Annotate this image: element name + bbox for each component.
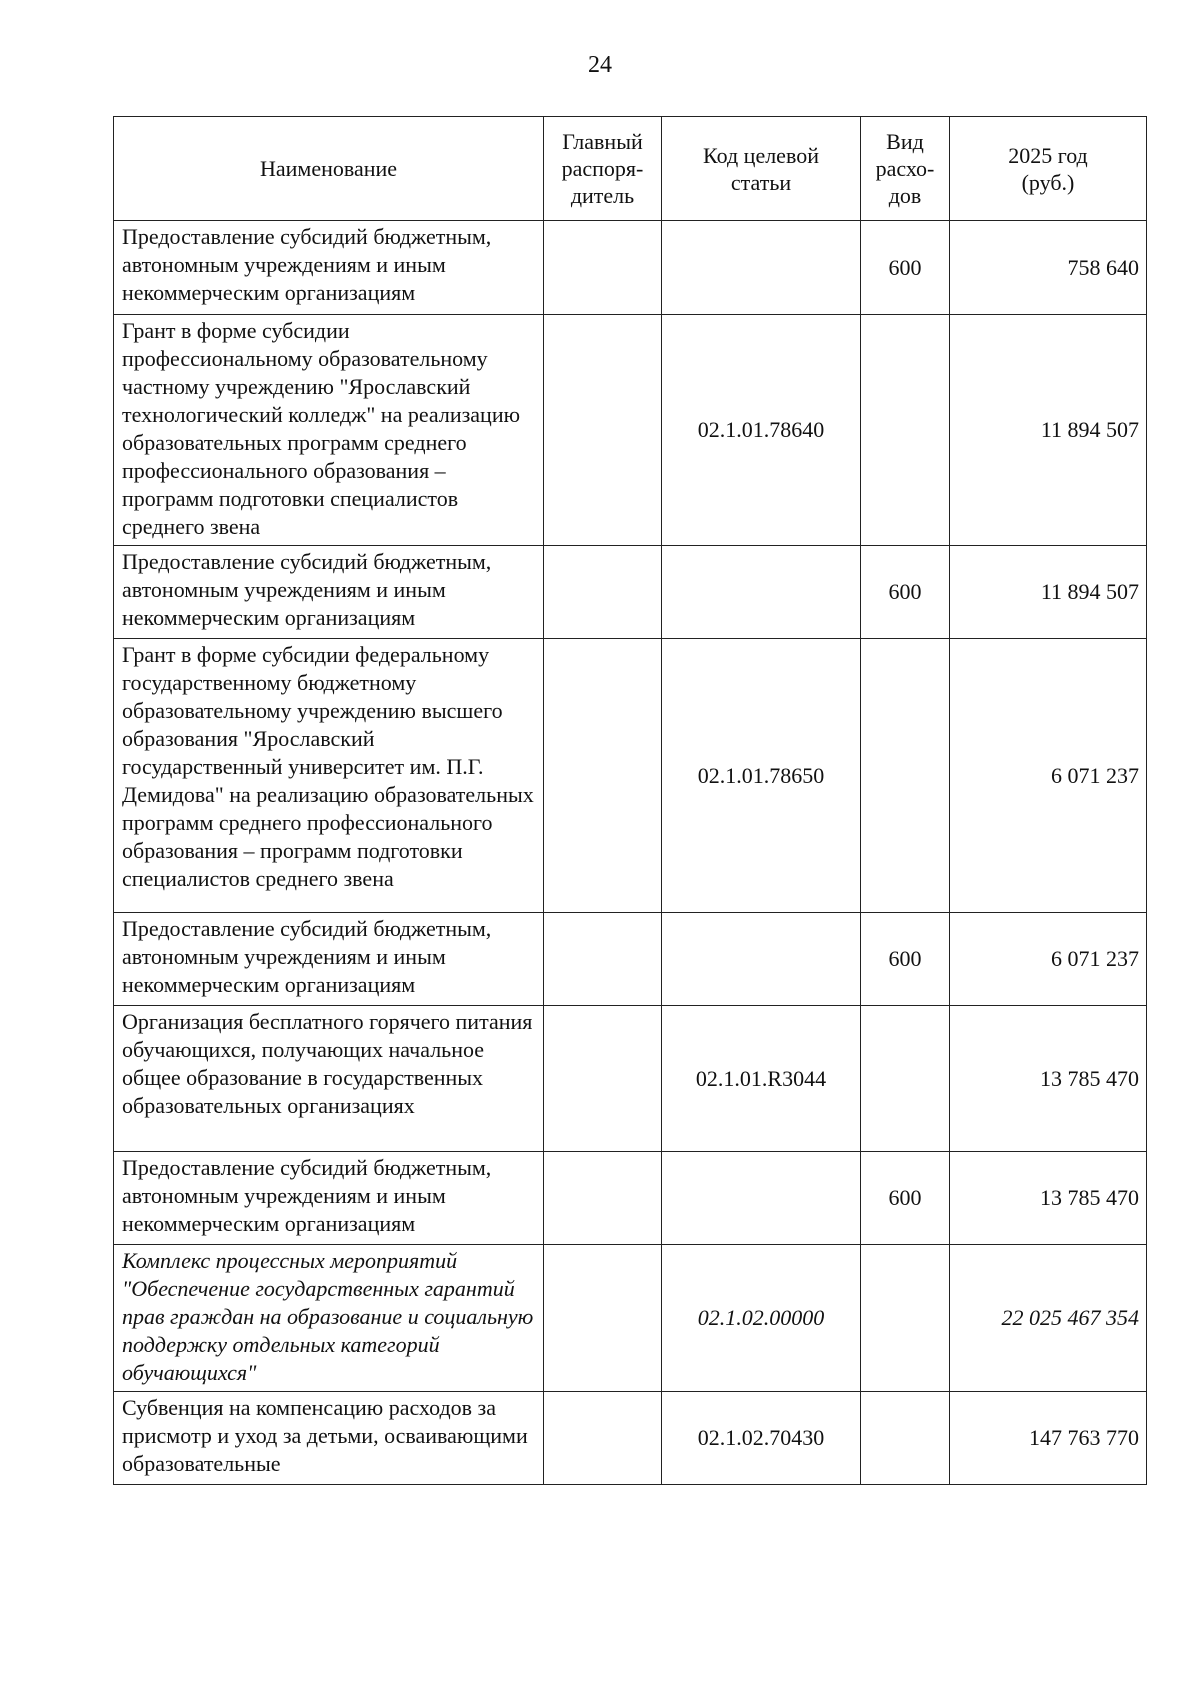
row-code <box>662 546 861 639</box>
row-vid <box>861 1006 950 1152</box>
row-code <box>662 221 861 315</box>
row-vid <box>861 1392 950 1485</box>
row-name: Предоставление субсидий бюджетным, автономным учреждениям и иным некоммерческим организациям <box>114 221 544 315</box>
row-vid: 600 <box>861 546 950 639</box>
header-name: Наименование <box>114 117 544 221</box>
table-row <box>114 639 1147 913</box>
row-name: Организация бесплатного горячего питания обучающихся, получающих начальное общее образование в государственных образовательных организациях <box>114 1006 544 1152</box>
row-glavny <box>544 1245 662 1392</box>
row-code: 02.1.01.78650 <box>662 639 861 913</box>
table-row <box>114 1245 1147 1392</box>
row-glavny <box>544 546 662 639</box>
row-glavny <box>544 1392 662 1485</box>
row-sum: 147 763 770 <box>950 1392 1147 1485</box>
row-vid: 600 <box>861 221 950 315</box>
row-vid <box>861 315 950 546</box>
table-header-row <box>114 117 1147 221</box>
row-name: Предоставление субсидий бюджетным, автономным учреждениям и иным некоммерческим организациям <box>114 546 544 639</box>
row-sum: 22 025 467 354 <box>950 1245 1147 1392</box>
row-glavny <box>544 1152 662 1245</box>
row-sum: 11 894 507 <box>950 546 1147 639</box>
row-name: Предоставление субсидий бюджетным, автономным учреждениям и иным некоммерческим организациям <box>114 1152 544 1245</box>
table-row <box>114 1152 1147 1245</box>
table-row <box>114 546 1147 639</box>
row-glavny <box>544 1006 662 1152</box>
row-sum: 6 071 237 <box>950 913 1147 1006</box>
row-name: Субвенция на компенсацию расходов за присмотр и уход за детьми, осваивающими образовательные <box>114 1392 544 1485</box>
row-sum: 758 640 <box>950 221 1147 315</box>
row-glavny <box>544 639 662 913</box>
budget-table <box>113 116 1147 1485</box>
row-vid: 600 <box>861 913 950 1006</box>
row-sum: 11 894 507 <box>950 315 1147 546</box>
row-glavny <box>544 913 662 1006</box>
row-code: 02.1.01.R3044 <box>662 1006 861 1152</box>
row-vid: 600 <box>861 1152 950 1245</box>
header-vid: Вид расхо- дов <box>861 117 950 221</box>
row-code: 02.1.02.00000 <box>662 1245 861 1392</box>
header-glavny: Главный распоря- дитель <box>544 117 662 221</box>
row-code <box>662 913 861 1006</box>
row-name: Комплекс процессных мероприятий "Обеспечение государственных гарантий прав граждан на образование и социальную поддержку отдельных категорий обучающихся" <box>114 1245 544 1392</box>
row-glavny <box>544 315 662 546</box>
row-name: Предоставление субсидий бюджетным, автономным учреждениям и иным некоммерческим организациям <box>114 913 544 1006</box>
row-name: Грант в форме субсидии профессиональному образовательному частному учреждению "Ярославский технологический колледж" на реализацию образовательных программ среднего профессионального образования – программ подготовки специалистов среднего звена <box>114 315 544 546</box>
row-vid <box>861 1245 950 1392</box>
table-row <box>114 1006 1147 1152</box>
row-vid <box>861 639 950 913</box>
header-sum: 2025 год (руб.) <box>950 117 1147 221</box>
row-name: Грант в форме субсидии федеральному государственному бюджетному образовательному учреждению высшего образования "Ярославский государственный университет им. П.Г. Демидова" на реализацию образовательных программ среднего профессионального образования – программ подготовки специалистов среднего звена <box>114 639 544 913</box>
row-sum: 13 785 470 <box>950 1152 1147 1245</box>
table-row <box>114 221 1147 315</box>
table-row <box>114 913 1147 1006</box>
table-row <box>114 315 1147 546</box>
table-row <box>114 1392 1147 1485</box>
row-code <box>662 1152 861 1245</box>
row-sum: 6 071 237 <box>950 639 1147 913</box>
header-code: Код целевой статьи <box>662 117 861 221</box>
row-code: 02.1.01.78640 <box>662 315 861 546</box>
page-number: 24 <box>588 52 612 78</box>
row-glavny <box>544 221 662 315</box>
row-code: 02.1.02.70430 <box>662 1392 861 1485</box>
row-sum: 13 785 470 <box>950 1006 1147 1152</box>
